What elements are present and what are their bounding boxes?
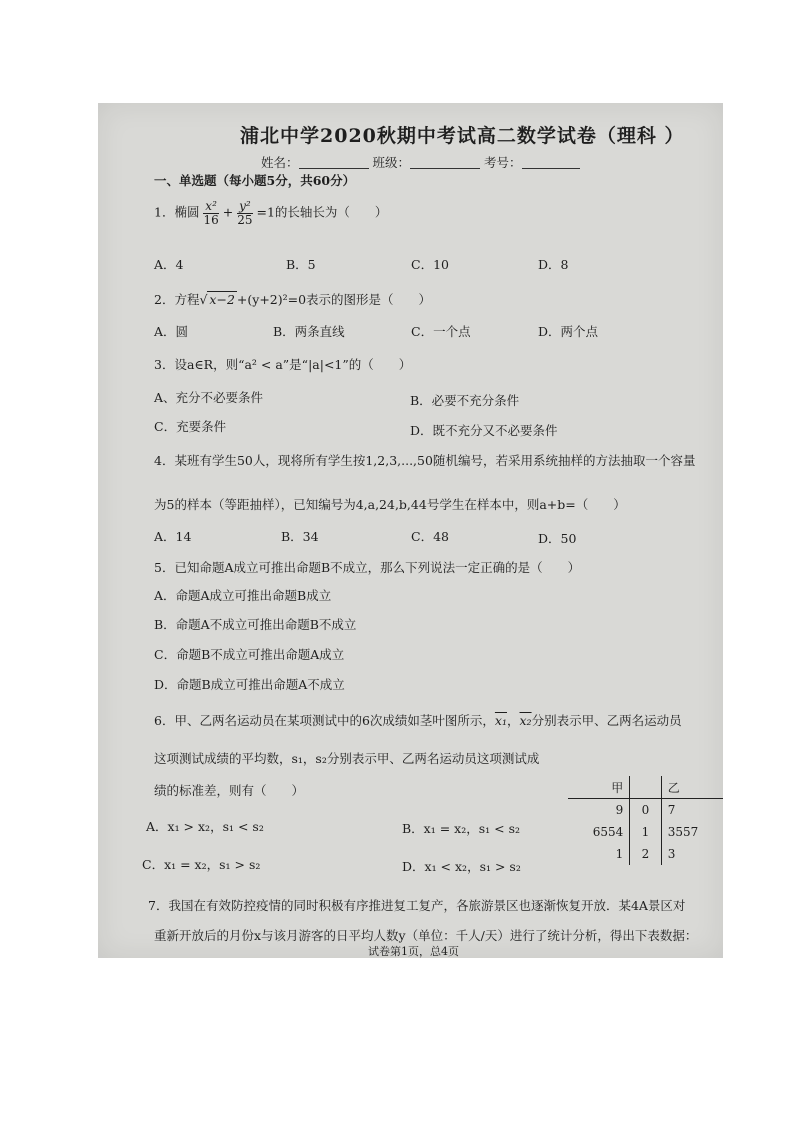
- question-1-stem: 1．椭圆 $\frac{\text{x²}}{16}$ + $\frac{\text{y²}}{25}$ =1的长轴长为（ ）: [154, 199, 388, 227]
- stem-leaf-header-yi: 乙: [661, 776, 723, 799]
- q3-option-d: D．既不充分又不必要条件: [410, 423, 558, 438]
- q5-option-a: A．命题A成立可推出命题B成立: [154, 588, 332, 603]
- sqrt-radicand: x−2: [209, 292, 235, 307]
- question-6-line-2: 这项测试成绩的平均数，s₁，s₂分别表示甲、乙两名运动员这项测试成: [154, 751, 540, 766]
- q3-option-a: A、充分不必要条件: [154, 390, 264, 405]
- q2-option-b: B．两条直线: [273, 324, 345, 339]
- fraction-y2-25: $\frac{\text{y²}}{25}$: [237, 199, 253, 227]
- q5-option-c: C．命题B不成立可推出命题A成立: [154, 647, 345, 662]
- stem-leaf-cell: 1: [630, 821, 661, 843]
- stem-leaf-cell: 1: [615, 847, 624, 861]
- stem-leaf-cell: 7: [667, 803, 676, 817]
- q1-option-c: C．10: [411, 257, 449, 272]
- exam-title: 浦北中学2020秋期中考试高二数学试卷（理科 ）: [240, 125, 685, 147]
- q2-option-d: D．两个点: [538, 324, 599, 339]
- q1-option-b: B．5: [286, 257, 316, 272]
- q6-option-b: B．x₁ = x₂，s₁ < s₂: [402, 821, 520, 836]
- question-6-line-1: 6．甲、乙两名运动员在某项测试中的6次成绩如茎叶图所示，x₁，x₂分别表示甲、乙两名运动员: [154, 713, 682, 728]
- name-field[interactable]: [299, 156, 369, 169]
- question-5-stem: 5．已知命题A成立可推出命题B不成立，那么下列说法一定正确的是（ ）: [154, 560, 581, 575]
- q3-option-b: B．必要不充分条件: [410, 393, 520, 408]
- question-2-stem: 2．方程√ x−2 +(y+2)²=0表示的图形是（ ）: [154, 292, 432, 307]
- q6-option-a: A．x₁ > x₂，s₁ < s₂: [146, 819, 264, 834]
- question-4-line-2: 为5的样本（等距抽样），已知编号为4,a,24,b,44号学生在样本中，则a+b=（ ）: [154, 497, 626, 512]
- table-row: [568, 843, 723, 865]
- stem-leaf-cell: 3557: [667, 825, 699, 839]
- student-info-row: [261, 153, 580, 171]
- q1-option-a: A．4: [154, 257, 184, 272]
- exam-paper: [98, 103, 723, 958]
- stem-leaf-cell: 9: [615, 803, 624, 817]
- question-4-line-1: 4．某班有学生50人，现将所有学生按1,2,3,...,50随机编号，若采用系统抽样的方法抽取一个容量: [154, 453, 696, 468]
- stem-leaf-cell: 2: [630, 843, 661, 865]
- question-6-line-3: 绩的标准差，则有（ ）: [154, 783, 305, 798]
- stem-leaf-cell: 0: [630, 799, 661, 822]
- question-7-line-2: 重新开放后的月份x与该月游客的日平均人数y（单位：千人/天）进行了统计分析，得出下表数据：: [154, 928, 698, 943]
- q2-option-a: A．圆: [154, 324, 189, 339]
- stem-leaf-header-jia: 甲: [568, 776, 630, 799]
- question-3-stem: 3．设a∈R，则“a² < a”是“|a|<1”的（ ）: [154, 357, 412, 372]
- q4-option-c: C．48: [411, 529, 449, 544]
- q4-option-b: B．34: [281, 529, 319, 544]
- q1-option-d: D．8: [538, 257, 569, 272]
- question-7-line-1: 7．我国在有效防控疫情的同时积极有序推进复工复产，各旅游景区也逐渐恢复开放．某4A景区对: [148, 898, 686, 913]
- stem-leaf-table: [568, 776, 723, 865]
- q5-option-d: D．命题B成立可推出命题A不成立: [154, 677, 345, 692]
- class-field[interactable]: [410, 156, 480, 169]
- q6-option-c: C．x₁ = x₂，s₁ > s₂: [142, 857, 261, 872]
- stem-leaf-cell: 6554: [592, 825, 624, 839]
- class-label: 班级：: [372, 155, 411, 170]
- section-heading: 一、单选题（每小题5分，共60分）: [154, 173, 356, 188]
- table-row: [568, 799, 723, 822]
- name-label: 姓名：: [261, 155, 299, 170]
- exam-no-field[interactable]: [522, 156, 580, 169]
- stem-leaf-header-stem: [630, 776, 661, 799]
- q4-option-a: A．14: [154, 529, 192, 544]
- q5-option-b: B．命题A不成立可推出命题B不成立: [154, 617, 357, 632]
- table-row: [568, 821, 723, 843]
- page-footer: 试卷第1页，总4页: [368, 945, 459, 958]
- exam-no-label: 考号：: [484, 155, 522, 170]
- fraction-x2-16: $\frac{\text{x²}}{16}$: [203, 199, 219, 227]
- table-row: [568, 776, 723, 799]
- q3-option-c: C．充要条件: [154, 419, 227, 434]
- q2-option-c: C．一个点: [411, 324, 471, 339]
- stem-leaf-cell: 3: [667, 847, 676, 861]
- q4-option-d: D．50: [538, 531, 577, 546]
- q6-option-d: D．x₁ < x₂，s₁ > s₂: [402, 859, 521, 874]
